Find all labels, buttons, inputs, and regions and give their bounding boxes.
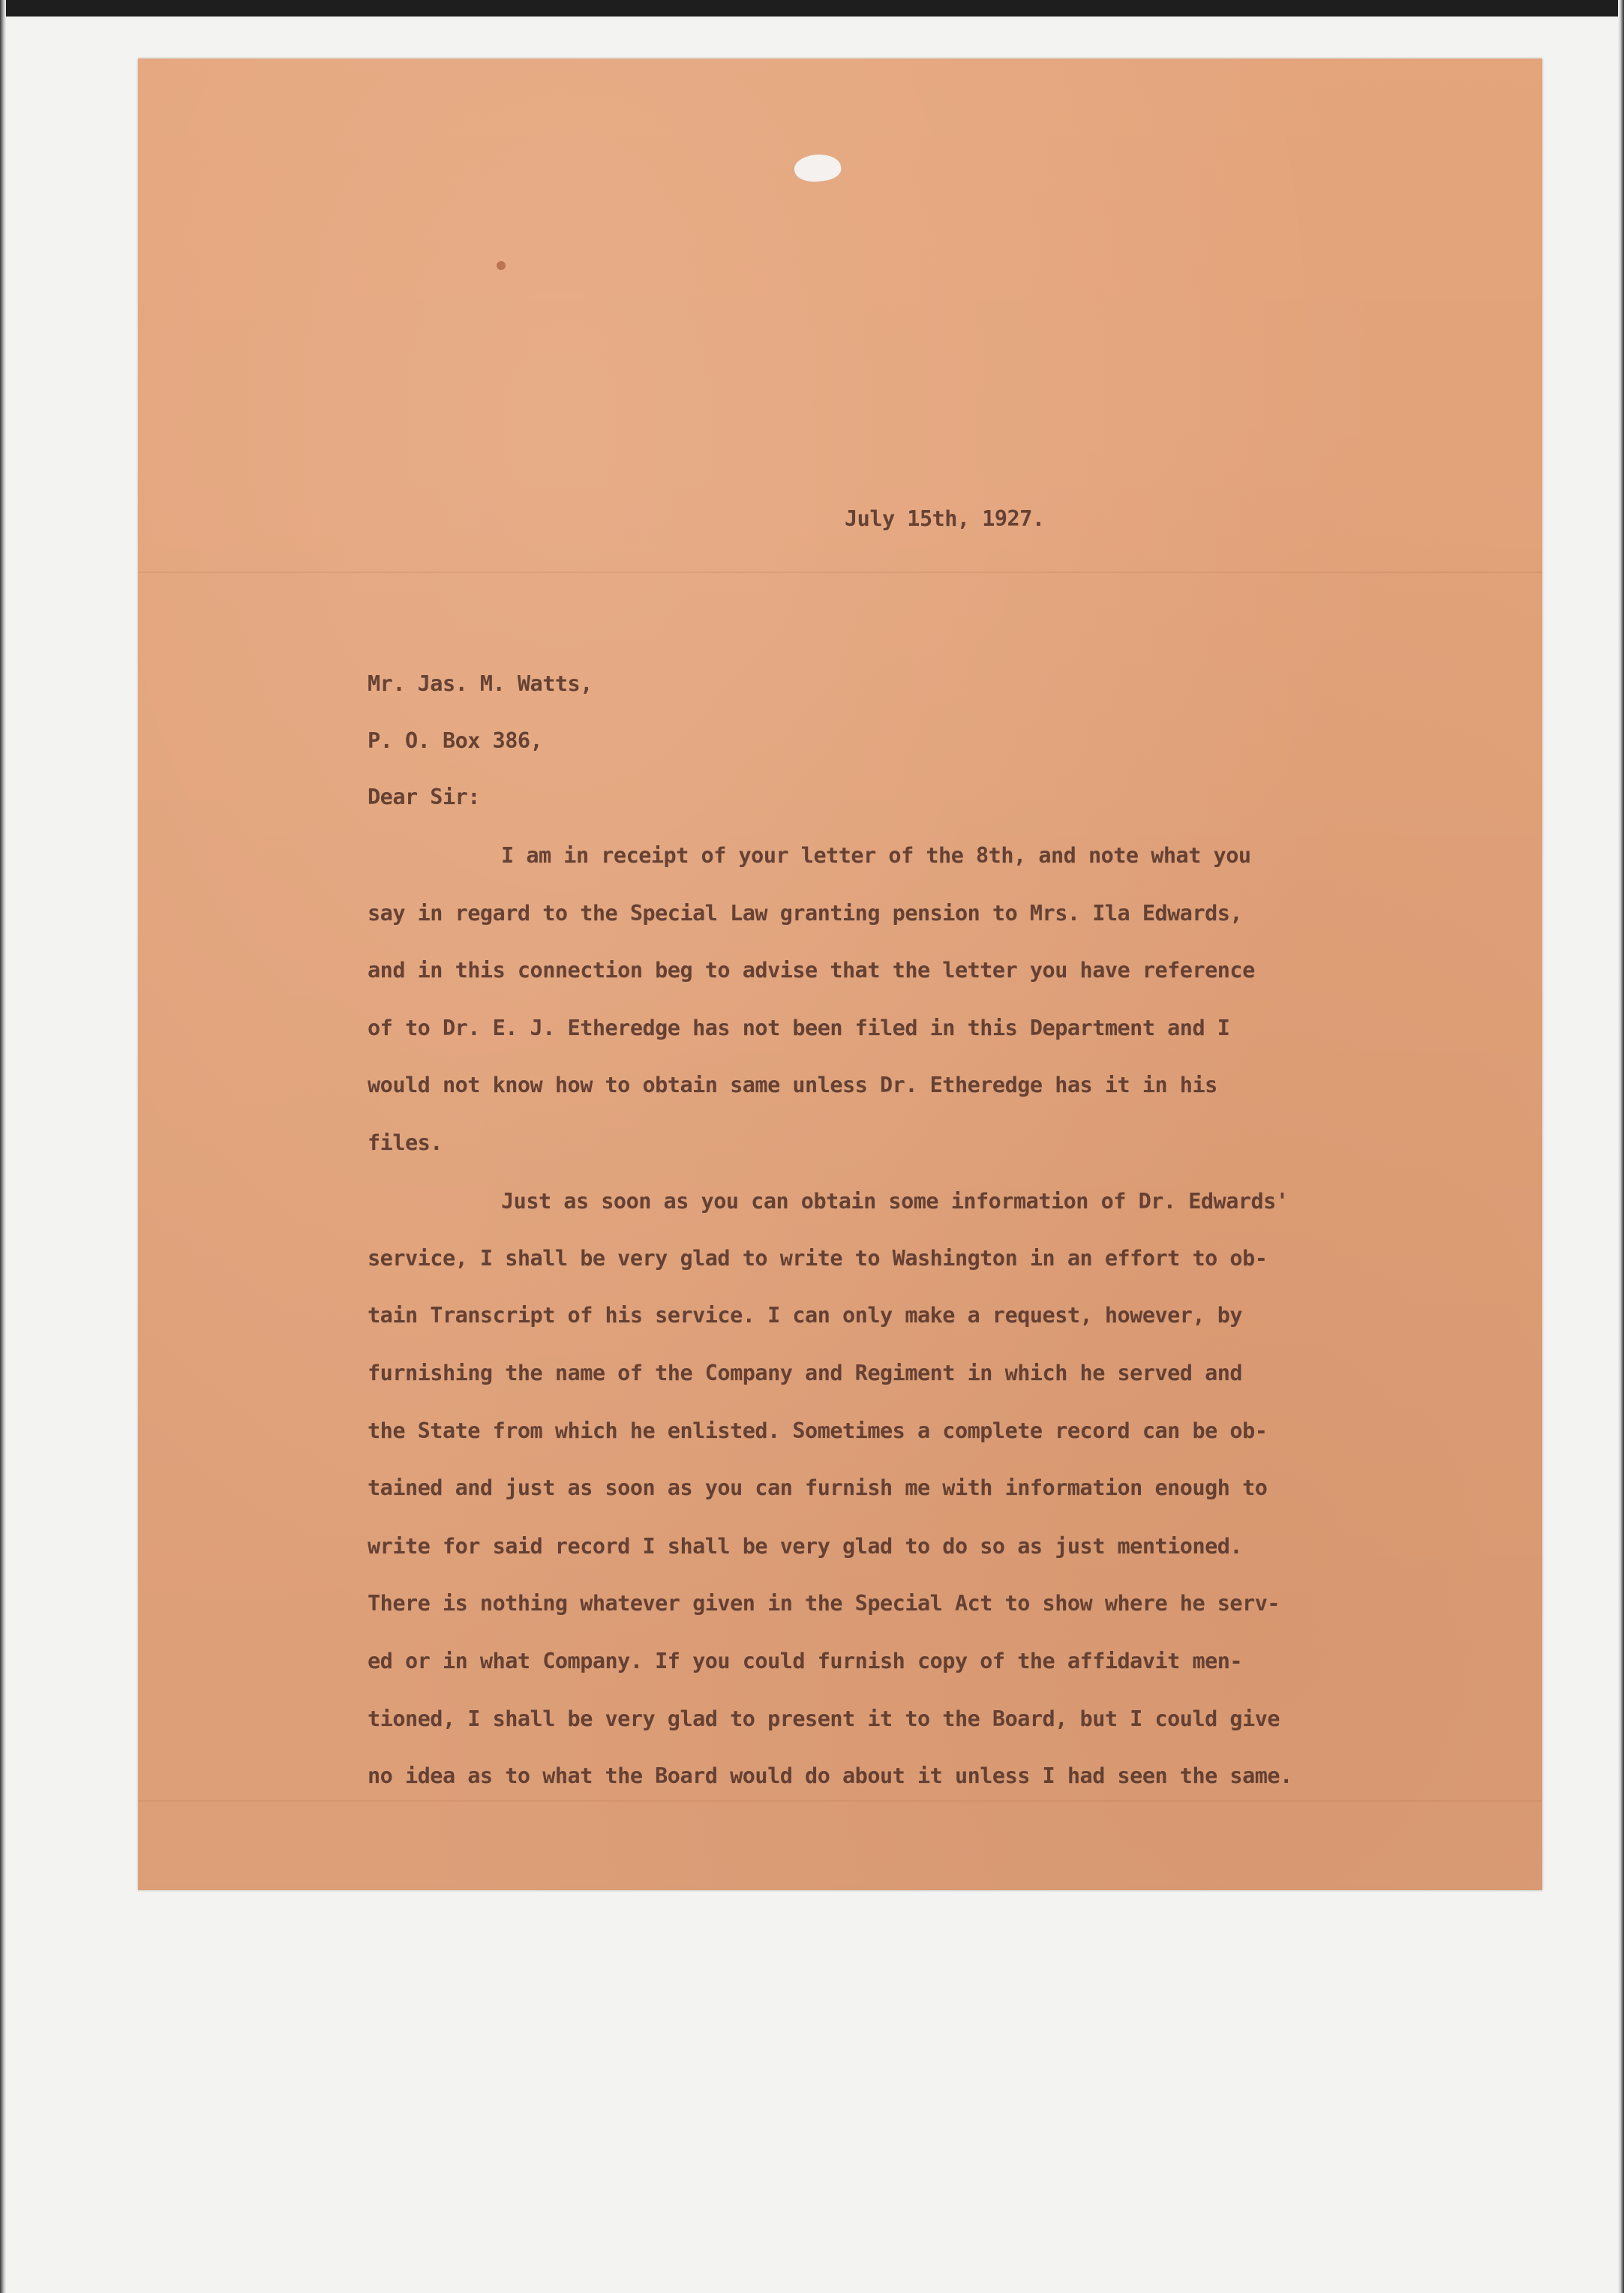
body-line: service, I shall be very glad to write to Washington in an effort to ob- bbox=[368, 1246, 1268, 1271]
body-line: tain Transcript of his service. I can only make a request, however, by bbox=[368, 1303, 1243, 1328]
fold-line bbox=[138, 1800, 1542, 1802]
paper-tear bbox=[793, 152, 842, 185]
body-line: and in this connection beg to advise that the letter you have reference bbox=[368, 958, 1255, 983]
fold-line bbox=[138, 572, 1542, 573]
body-line: furnishing the name of the Company and Regiment in which he served and bbox=[368, 1361, 1243, 1385]
body-line: I am in receipt of your letter of the 8th, and note what you bbox=[501, 843, 1251, 868]
body-line: tioned, I shall be very glad to present it to the Board, but I could give bbox=[368, 1706, 1280, 1731]
body-line: Just as soon as you can obtain some information of Dr. Edwards' bbox=[501, 1189, 1289, 1214]
body-line: tained and just as soon as you can furnish me with information enough to bbox=[368, 1475, 1268, 1500]
scanner-edge-left bbox=[0, 0, 6, 2293]
letter-sheet bbox=[138, 59, 1542, 1890]
paper-spot bbox=[497, 261, 506, 270]
body-line: would not know how to obtain same unless Dr. Etheredge has it in his bbox=[368, 1073, 1217, 1097]
salutation: Dear Sir: bbox=[368, 785, 480, 809]
body-line: the State from which he enlisted. Sometimes a complete record can be ob- bbox=[368, 1418, 1268, 1443]
body-line: ed or in what Company. If you could furnish copy of the affidavit men- bbox=[368, 1649, 1243, 1673]
body-line: no idea as to what the Board would do about it unless I had seen the same. bbox=[368, 1763, 1292, 1788]
scanner-edge-right bbox=[1618, 0, 1624, 2293]
letter-date: July 15th, 1927. bbox=[845, 506, 1045, 531]
recipient-address: P. O. Box 386, bbox=[368, 728, 543, 753]
recipient-name: Mr. Jas. M. Watts, bbox=[368, 671, 593, 696]
body-line: There is nothing whatever given in the Special Act to show where he serv- bbox=[368, 1591, 1280, 1616]
body-line: write for said record I shall be very glad to do so as just mentioned. bbox=[368, 1534, 1243, 1559]
body-line: say in regard to the Special Law granting pension to Mrs. Ila Edwards, bbox=[368, 901, 1243, 926]
body-line: of to Dr. E. J. Etheredge has not been filed in this Department and I bbox=[368, 1016, 1230, 1040]
body-line: files. bbox=[368, 1130, 443, 1155]
scanner-edge-top bbox=[0, 0, 1624, 17]
